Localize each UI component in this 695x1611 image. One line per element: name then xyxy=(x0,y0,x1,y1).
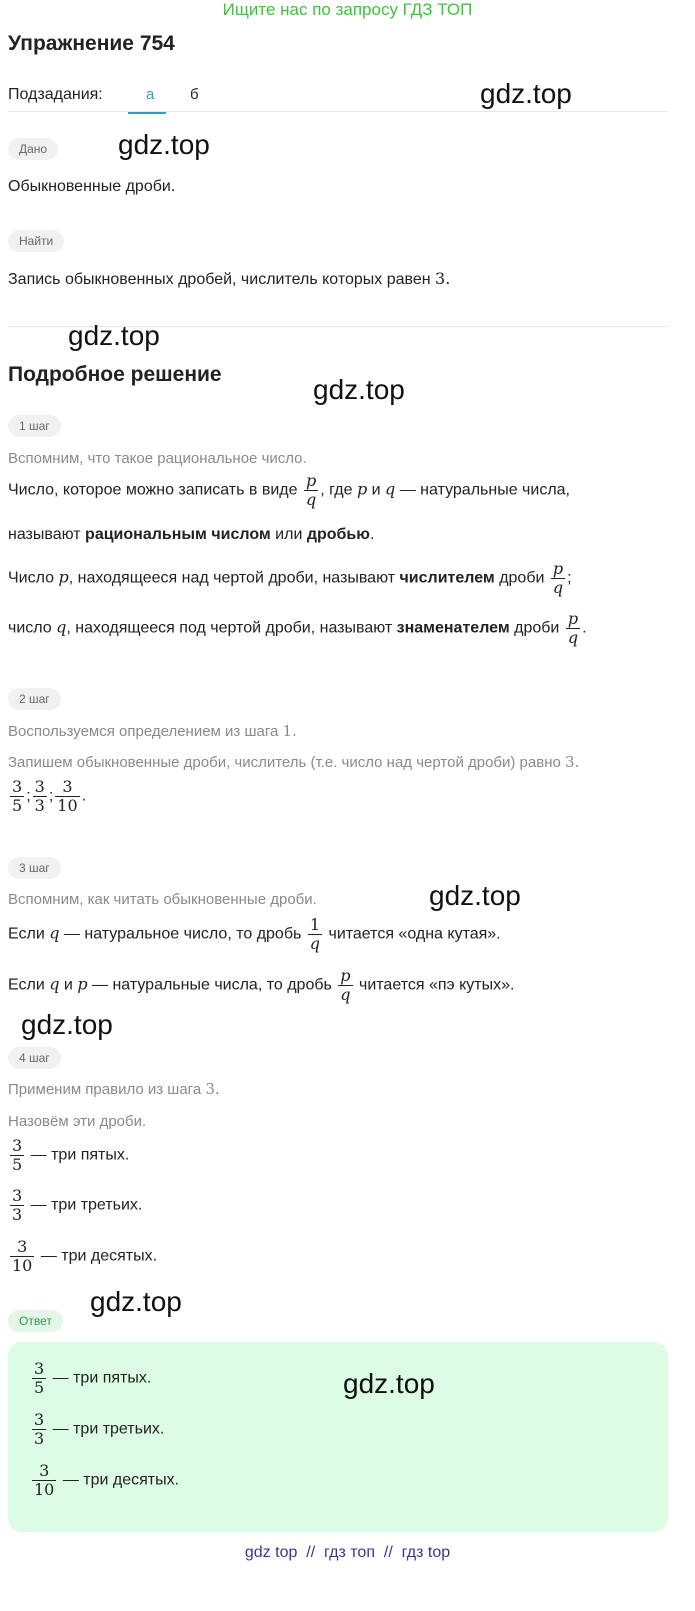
watermark: gdz.top xyxy=(429,880,521,911)
tab-b[interactable]: б xyxy=(190,86,199,103)
fraction-3-3: $\frac{3}{3}$ xyxy=(34,1410,45,1448)
fraction-3-3: $\frac{3}{3}$ xyxy=(12,1186,23,1224)
step-1-line-3: Число p, находящееся над чертой дроби, называют числителем дроби $\frac{p}{q}$ ; xyxy=(8,559,572,597)
active-tab-indicator xyxy=(128,112,166,114)
watermark: gdz.top xyxy=(90,1286,182,1317)
answer-tag: Ответ xyxy=(8,1310,63,1332)
fraction-p-over-q: $\frac{p}{q}$ xyxy=(567,609,579,647)
step-4-hint-2: Назовём эти дроби. xyxy=(8,1113,147,1130)
list-item: $\frac{3}{3}$ — три третьих. xyxy=(12,1186,143,1224)
fraction-3-10: $\frac{3}{10}$ xyxy=(57,777,78,815)
step-2-fractions: $\frac{3}{5}$ ; $\frac{3}{3}$ ; $\frac{3}{10}$ . xyxy=(12,777,87,815)
watermark: gdz.top xyxy=(313,374,405,405)
given-tag: Дано xyxy=(8,138,58,160)
list-item: $\frac{3}{10}$ — три десятых. xyxy=(12,1237,158,1275)
answer-item: $\frac{3}{10}$ — три десятых. xyxy=(34,1461,180,1499)
fraction-p-over-q: $\frac{p}{q}$ xyxy=(305,471,317,509)
watermark: gdz.top xyxy=(118,129,210,160)
step-1-line-1: Число, которое можно записать в виде $\frac{p}{q}$ , где p и q — натуральные числа, xyxy=(8,471,570,509)
given-text: Обыкновенные дроби. xyxy=(8,178,176,195)
subtasks-label: Подзадания: xyxy=(8,86,103,103)
step-2-tag: 2 шаг xyxy=(8,688,61,710)
fraction-1-over-q: $\frac{1}{q}$ xyxy=(309,915,321,953)
watermark: gdz.top xyxy=(343,1368,435,1399)
step-1-tag: 1 шаг xyxy=(8,415,61,437)
watermark: gdz.top xyxy=(68,320,160,351)
step-1-line-4: число q, находящееся под чертой дроби, называют знаменателем дроби $\frac{p}{q}$ . xyxy=(8,609,587,647)
find-text: Запись обыкновенных дробей, числитель которых равен 3. xyxy=(8,269,451,288)
footer-links[interactable]: gdz top // гдз топ // гдз top xyxy=(244,1544,451,1561)
divider xyxy=(8,111,668,112)
step-1-line-2: называют рациональным числом или дробью. xyxy=(8,526,375,543)
step-2-hint: Воспользуемся определением из шага 1. xyxy=(8,722,297,740)
fraction-3-3: $\frac{3}{3}$ xyxy=(34,777,45,815)
find-tag: Найти xyxy=(8,230,64,252)
watermark: gdz.top xyxy=(21,1009,113,1040)
fraction-3-5: $\frac{3}{5}$ xyxy=(34,1359,45,1397)
step-3-line-2: Если q и p — натуральные числа, то дробь $\frac{p}{q}$ читается «пэ кутых». xyxy=(8,966,515,1004)
step-3-tag: 3 шаг xyxy=(8,857,61,879)
step-3-line-1: Если q — натуральное число, то дробь $\frac{1}{q}$ читается «одна кутая». xyxy=(8,915,501,953)
list-item: $\frac{3}{5}$ — три пятых. xyxy=(12,1136,130,1174)
page-title: Упражнение 754 xyxy=(8,32,175,55)
fraction-p-over-q: $\frac{p}{q}$ xyxy=(340,966,351,1004)
step-4-tag: 4 шаг xyxy=(8,1047,61,1069)
step-3-hint: Вспомним, как читать обыкновенные дроби. xyxy=(8,891,317,908)
fraction-3-10: $\frac{3}{10}$ xyxy=(12,1237,33,1275)
answer-item: $\frac{3}{3}$ — три третьих. xyxy=(34,1410,165,1448)
watermark: gdz.top xyxy=(480,78,572,109)
step-4-hint: Применим правило из шага 3. xyxy=(8,1080,220,1098)
step-1-hint: Вспомним, что такое рациональное число. xyxy=(8,450,307,467)
solution-heading: Подробное решение xyxy=(8,363,222,386)
tab-a[interactable]: а xyxy=(146,86,155,103)
step-2-hint-2: Запишем обыкновенные дроби, числитель (т.е. число над чертой дроби) равно 3. xyxy=(8,753,580,771)
answer-item: $\frac{3}{5}$ — три пятых. xyxy=(34,1359,152,1397)
fraction-3-10: $\frac{3}{10}$ xyxy=(34,1461,55,1499)
fraction-3-5: $\frac{3}{5}$ xyxy=(12,1136,23,1174)
fraction-3-5: $\frac{3}{5}$ xyxy=(12,777,23,815)
fraction-p-over-q: $\frac{p}{q}$ xyxy=(552,559,564,597)
search-banner: Ищите нас по запросу ГДЗ ТОП xyxy=(222,0,473,19)
